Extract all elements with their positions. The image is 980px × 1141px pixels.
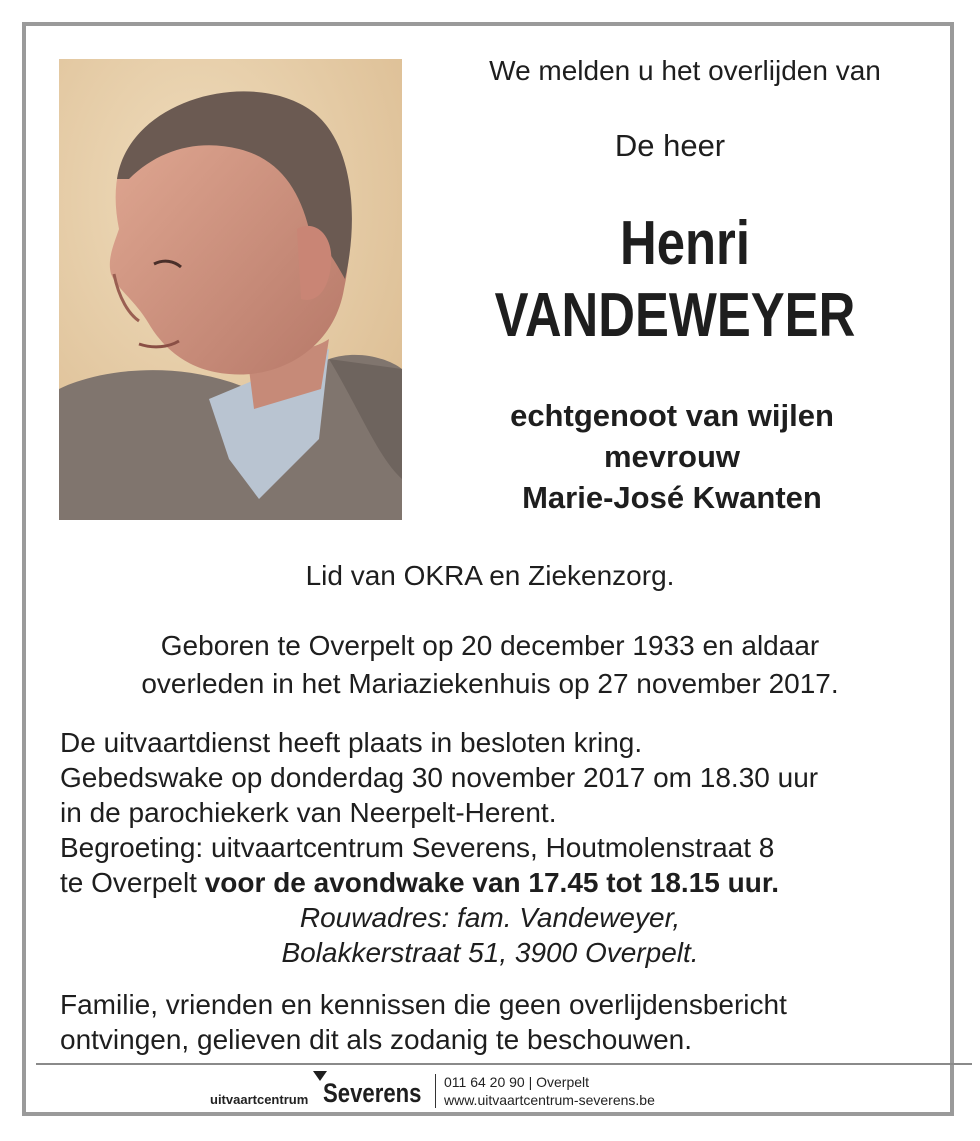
footer-website[interactable]: www.uitvaartcentrum-severens.be xyxy=(444,1092,655,1108)
footer-separator xyxy=(435,1074,436,1108)
membership-text: Lid van OKRA en Ziekenzorg. xyxy=(305,560,675,591)
wake-hours: voor de avondwake van 17.45 tot 18.15 uur. xyxy=(204,867,779,898)
footer-brand: Severens xyxy=(323,1078,422,1108)
family-note-line-1: Familie, vrienden en kennissen die geen overlijdensbericht xyxy=(60,989,787,1020)
spouse-line-3: Marie-José Kwanten xyxy=(522,480,822,515)
footer-prefix: uitvaartcentrum xyxy=(210,1092,309,1107)
deceased-first-name: Henri xyxy=(620,209,750,278)
footer-divider xyxy=(36,1063,972,1065)
mourning-address-line-1: Rouwadres: fam. Vandeweyer, xyxy=(299,902,681,933)
birth-death-block xyxy=(40,627,940,703)
family-note-line-2: ontvingen, gelieven dit als zodanig te beschouwen. xyxy=(60,1024,692,1055)
deceased-last-name: VANDEWEYER xyxy=(494,281,856,350)
spouse-line-1: echtgenoot van wijlen xyxy=(510,398,834,433)
portrait-photo xyxy=(59,59,402,520)
funeral-line-5 xyxy=(60,865,940,900)
family-note xyxy=(60,987,940,1057)
footer-contact xyxy=(444,1073,655,1109)
spouse-block xyxy=(430,395,914,518)
announcement-text: We melden u het overlijden van xyxy=(489,55,881,86)
funeral-line-3: in de parochiekerk van Neerpelt-Herent. xyxy=(60,797,557,828)
funeral-line-5-prefix: te Overpelt xyxy=(60,867,197,898)
funeral-line-2: Gebedswake op donderdag 30 november 2017 om 18.30 uur xyxy=(60,762,819,793)
honorific: De heer xyxy=(614,128,726,163)
spouse-line-2: mevrouw xyxy=(603,439,741,474)
footer-phone: 011 64 20 90 | Overpelt xyxy=(444,1074,590,1090)
mourning-address-line-2: Bolakkerstraat 51, 3900 Overpelt. xyxy=(281,937,699,968)
funeral-details xyxy=(60,725,940,970)
funeral-line-4: Begroeting: uitvaartcentrum Severens, Houtmolenstraat 8 xyxy=(60,832,775,863)
death-line: overleden in het Mariaziekenhuis op 27 november 2017. xyxy=(141,668,839,699)
funeral-line-1: De uitvaartdienst heeft plaats in besloten kring. xyxy=(60,727,643,758)
birth-line: Geboren te Overpelt op 20 december 1933 en aldaar xyxy=(160,630,820,661)
